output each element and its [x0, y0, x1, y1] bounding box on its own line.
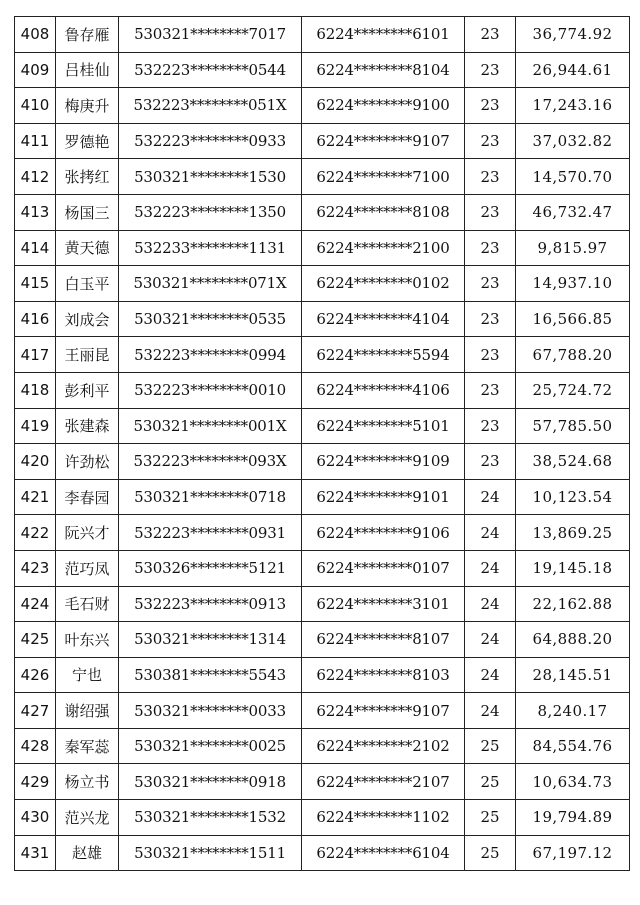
bank-card-cell: 6224********9107 — [302, 123, 465, 159]
id-number-cell: 532223********0544 — [119, 52, 302, 88]
table-row — [15, 408, 630, 444]
name-cell: 谢绍强 — [56, 693, 119, 729]
amount-cell: 36,774.92 — [516, 17, 630, 53]
amount-cell: 26,944.61 — [516, 52, 630, 88]
name-cell: 杨国三 — [56, 194, 119, 230]
row-number-cell: 414 — [15, 230, 56, 266]
group-cell: 25 — [465, 800, 516, 836]
name-cell: 李春园 — [56, 479, 119, 515]
group-cell: 24 — [465, 622, 516, 658]
group-cell: 23 — [465, 159, 516, 195]
group-cell: 24 — [465, 657, 516, 693]
group-cell: 23 — [465, 230, 516, 266]
name-cell: 罗德艳 — [56, 123, 119, 159]
payment-list-body — [15, 17, 630, 871]
table-row — [15, 88, 630, 124]
name-cell: 赵雄 — [56, 835, 119, 871]
bank-card-cell: 6224********8103 — [302, 657, 465, 693]
row-number-cell: 427 — [15, 693, 56, 729]
bank-card-cell: 6224********6104 — [302, 835, 465, 871]
name-cell: 梅庚升 — [56, 88, 119, 124]
group-cell: 23 — [465, 444, 516, 480]
group-cell: 25 — [465, 764, 516, 800]
table-row — [15, 550, 630, 586]
group-cell: 25 — [465, 835, 516, 871]
name-cell: 毛石财 — [56, 586, 119, 622]
table-row — [15, 194, 630, 230]
table-row — [15, 515, 630, 551]
group-cell: 24 — [465, 586, 516, 622]
table-row — [15, 800, 630, 836]
bank-card-cell: 6224********8104 — [302, 52, 465, 88]
table-row — [15, 52, 630, 88]
bank-card-cell: 6224********5594 — [302, 337, 465, 373]
bank-card-cell: 6224********4104 — [302, 301, 465, 337]
name-cell: 张建森 — [56, 408, 119, 444]
group-cell: 23 — [465, 52, 516, 88]
table-row — [15, 764, 630, 800]
row-number-cell: 412 — [15, 159, 56, 195]
bank-card-cell: 6224********9109 — [302, 444, 465, 480]
row-number-cell: 421 — [15, 479, 56, 515]
name-cell: 范兴龙 — [56, 800, 119, 836]
amount-cell: 84,554.76 — [516, 728, 630, 764]
payment-list-table — [14, 16, 630, 871]
amount-cell: 19,145.18 — [516, 550, 630, 586]
group-cell: 23 — [465, 266, 516, 302]
bank-card-cell: 6224********4106 — [302, 372, 465, 408]
name-cell: 许劲松 — [56, 444, 119, 480]
bank-card-cell: 6224********2100 — [302, 230, 465, 266]
name-cell: 秦军蕊 — [56, 728, 119, 764]
amount-cell: 67,197.12 — [516, 835, 630, 871]
group-cell: 23 — [465, 372, 516, 408]
id-number-cell: 530321********071X — [119, 266, 302, 302]
row-number-cell: 429 — [15, 764, 56, 800]
table-row — [15, 337, 630, 373]
table-row — [15, 123, 630, 159]
id-number-cell: 530321********7017 — [119, 17, 302, 53]
amount-cell: 16,566.85 — [516, 301, 630, 337]
amount-cell: 10,123.54 — [516, 479, 630, 515]
row-number-cell: 426 — [15, 657, 56, 693]
row-number-cell: 428 — [15, 728, 56, 764]
amount-cell: 14,570.70 — [516, 159, 630, 195]
bank-card-cell: 6224********9107 — [302, 693, 465, 729]
group-cell: 24 — [465, 693, 516, 729]
name-cell: 鲁存雁 — [56, 17, 119, 53]
amount-cell: 67,788.20 — [516, 337, 630, 373]
bank-card-cell: 6224********9100 — [302, 88, 465, 124]
bank-card-cell: 6224********1102 — [302, 800, 465, 836]
amount-cell: 28,145.51 — [516, 657, 630, 693]
bank-card-cell: 6224********5101 — [302, 408, 465, 444]
amount-cell: 9,815.97 — [516, 230, 630, 266]
bank-card-cell: 6224********9106 — [302, 515, 465, 551]
bank-card-cell: 6224********2102 — [302, 728, 465, 764]
row-number-cell: 424 — [15, 586, 56, 622]
bank-card-cell: 6224********3101 — [302, 586, 465, 622]
id-number-cell: 530321********001X — [119, 408, 302, 444]
amount-cell: 22,162.88 — [516, 586, 630, 622]
bank-card-cell: 6224********8107 — [302, 622, 465, 658]
name-cell: 白玉平 — [56, 266, 119, 302]
row-number-cell: 431 — [15, 835, 56, 871]
bank-card-cell: 6224********8108 — [302, 194, 465, 230]
row-number-cell: 423 — [15, 550, 56, 586]
table-row — [15, 444, 630, 480]
name-cell: 范巧凤 — [56, 550, 119, 586]
id-number-cell: 532223********0010 — [119, 372, 302, 408]
row-number-cell: 419 — [15, 408, 56, 444]
bank-card-cell: 6224********9101 — [302, 479, 465, 515]
id-number-cell: 530321********0535 — [119, 301, 302, 337]
row-number-cell: 410 — [15, 88, 56, 124]
id-number-cell: 532223********1350 — [119, 194, 302, 230]
row-number-cell: 413 — [15, 194, 56, 230]
row-number-cell: 408 — [15, 17, 56, 53]
amount-cell: 8,240.17 — [516, 693, 630, 729]
group-cell: 24 — [465, 479, 516, 515]
id-number-cell: 530326********5121 — [119, 550, 302, 586]
amount-cell: 14,937.10 — [516, 266, 630, 302]
name-cell: 吕桂仙 — [56, 52, 119, 88]
id-number-cell: 530321********1530 — [119, 159, 302, 195]
amount-cell: 17,243.16 — [516, 88, 630, 124]
group-cell: 23 — [465, 123, 516, 159]
name-cell: 刘成会 — [56, 301, 119, 337]
name-cell: 彭利平 — [56, 372, 119, 408]
group-cell: 23 — [465, 301, 516, 337]
row-number-cell: 416 — [15, 301, 56, 337]
table-row — [15, 266, 630, 302]
id-number-cell: 530321********0025 — [119, 728, 302, 764]
table-row — [15, 622, 630, 658]
amount-cell: 38,524.68 — [516, 444, 630, 480]
row-number-cell: 430 — [15, 800, 56, 836]
name-cell: 王丽昆 — [56, 337, 119, 373]
amount-cell: 25,724.72 — [516, 372, 630, 408]
table-row — [15, 479, 630, 515]
bank-card-cell: 6224********6101 — [302, 17, 465, 53]
amount-cell: 57,785.50 — [516, 408, 630, 444]
id-number-cell: 532223********0913 — [119, 586, 302, 622]
group-cell: 24 — [465, 550, 516, 586]
table-row — [15, 657, 630, 693]
table-row — [15, 586, 630, 622]
group-cell: 24 — [465, 515, 516, 551]
amount-cell: 10,634.73 — [516, 764, 630, 800]
id-number-cell: 530321********1511 — [119, 835, 302, 871]
table-row — [15, 835, 630, 871]
row-number-cell: 422 — [15, 515, 56, 551]
amount-cell: 46,732.47 — [516, 194, 630, 230]
table-row — [15, 372, 630, 408]
id-number-cell: 532223********0931 — [119, 515, 302, 551]
id-number-cell: 532223********0933 — [119, 123, 302, 159]
name-cell: 黄天德 — [56, 230, 119, 266]
name-cell: 杨立书 — [56, 764, 119, 800]
row-number-cell: 415 — [15, 266, 56, 302]
name-cell: 宁也 — [56, 657, 119, 693]
group-cell: 23 — [465, 88, 516, 124]
amount-cell: 13,869.25 — [516, 515, 630, 551]
id-number-cell: 532233********1131 — [119, 230, 302, 266]
row-number-cell: 418 — [15, 372, 56, 408]
id-number-cell: 530321********0033 — [119, 693, 302, 729]
bank-card-cell: 6224********0102 — [302, 266, 465, 302]
id-number-cell: 532223********093X — [119, 444, 302, 480]
row-number-cell: 417 — [15, 337, 56, 373]
table-row — [15, 693, 630, 729]
table-row — [15, 159, 630, 195]
row-number-cell: 409 — [15, 52, 56, 88]
group-cell: 23 — [465, 337, 516, 373]
bank-card-cell: 6224********2107 — [302, 764, 465, 800]
table-row — [15, 230, 630, 266]
id-number-cell: 532223********051X — [119, 88, 302, 124]
row-number-cell: 425 — [15, 622, 56, 658]
row-number-cell: 411 — [15, 123, 56, 159]
bank-card-cell: 6224********0107 — [302, 550, 465, 586]
group-cell: 23 — [465, 17, 516, 53]
row-number-cell: 420 — [15, 444, 56, 480]
id-number-cell: 530321********0918 — [119, 764, 302, 800]
table-row — [15, 728, 630, 764]
amount-cell: 19,794.89 — [516, 800, 630, 836]
amount-cell: 64,888.20 — [516, 622, 630, 658]
id-number-cell: 530321********1314 — [119, 622, 302, 658]
table-row — [15, 301, 630, 337]
amount-cell: 37,032.82 — [516, 123, 630, 159]
id-number-cell: 532223********0994 — [119, 337, 302, 373]
group-cell: 23 — [465, 194, 516, 230]
name-cell: 张拷红 — [56, 159, 119, 195]
name-cell: 阮兴才 — [56, 515, 119, 551]
name-cell: 叶东兴 — [56, 622, 119, 658]
id-number-cell: 530321********1532 — [119, 800, 302, 836]
bank-card-cell: 6224********7100 — [302, 159, 465, 195]
id-number-cell: 530321********0718 — [119, 479, 302, 515]
id-number-cell: 530381********5543 — [119, 657, 302, 693]
group-cell: 23 — [465, 408, 516, 444]
table-row — [15, 17, 630, 53]
group-cell: 25 — [465, 728, 516, 764]
